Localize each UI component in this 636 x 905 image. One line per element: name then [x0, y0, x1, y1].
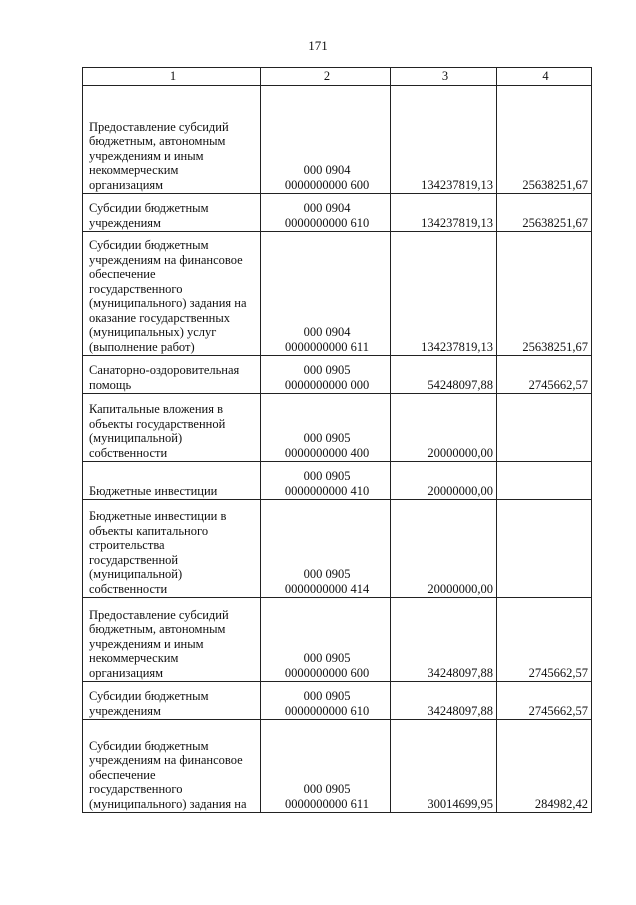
table-row: [83, 194, 592, 232]
table-row: [83, 500, 592, 598]
table-header-row: [83, 68, 592, 86]
row-name: Бюджетные инвестиции: [83, 462, 261, 500]
row-code: 000 0905 0000000000 410: [261, 462, 391, 500]
table-row: [83, 598, 592, 682]
row-value-2: 25638251,67: [497, 86, 592, 194]
column-header-3: 3: [391, 68, 497, 86]
row-value-2: 2745662,57: [497, 356, 592, 394]
row-value-1: 54248097,88: [391, 356, 497, 394]
row-code: 000 0904 0000000000 611: [261, 232, 391, 356]
row-code: 000 0905 0000000000 600: [261, 598, 391, 682]
row-code: 000 0904 0000000000 610: [261, 194, 391, 232]
row-code: 000 0905 0000000000 414: [261, 500, 391, 598]
row-value-2: [497, 500, 592, 598]
row-name: Субсидии бюджетным учреждениям на финансовое обеспечение государственного (муниципального) задания на оказание государственных (муниципальных) услуг (выполнение работ): [83, 232, 261, 356]
table-row: [83, 86, 592, 194]
row-name: Капитальные вложения в объекты государственной (муниципальной) собственности: [83, 394, 261, 462]
row-value-1: 20000000,00: [391, 462, 497, 500]
column-header-1: 1: [83, 68, 261, 86]
row-value-1: 20000000,00: [391, 500, 497, 598]
table-row: [83, 682, 592, 720]
row-value-1: 34248097,88: [391, 598, 497, 682]
row-name: Субсидии бюджетным учреждениям на финансовое обеспечение государственного (муниципального) задания на: [83, 720, 261, 813]
page-number: 171: [308, 38, 328, 53]
row-value-1: 30014699,95: [391, 720, 497, 813]
row-name: Предоставление субсидий бюджетным, автономным учреждениям и иным некоммерческим организациям: [83, 86, 261, 194]
table-row: [83, 394, 592, 462]
row-value-2: 2745662,57: [497, 598, 592, 682]
row-value-2: [497, 394, 592, 462]
table-row: [83, 720, 592, 813]
row-value-2: 25638251,67: [497, 232, 592, 356]
row-name: Субсидии бюджетным учреждениям: [83, 194, 261, 232]
row-value-1: 134237819,13: [391, 86, 497, 194]
table-row: [83, 356, 592, 394]
column-header-2: 2: [261, 68, 391, 86]
column-header-4: 4: [497, 68, 592, 86]
row-value-1: 34248097,88: [391, 682, 497, 720]
row-value-2: 2745662,57: [497, 682, 592, 720]
budget-table: [82, 67, 592, 813]
row-name: Предоставление субсидий бюджетным, автономным учреждениям и иным некоммерческим организациям: [83, 598, 261, 682]
row-value-2: 284982,42: [497, 720, 592, 813]
row-code: 000 0905 0000000000 000: [261, 356, 391, 394]
row-value-1: 20000000,00: [391, 394, 497, 462]
row-code: 000 0905 0000000000 610: [261, 682, 391, 720]
row-value-1: 134237819,13: [391, 194, 497, 232]
row-value-1: 134237819,13: [391, 232, 497, 356]
table-row: [83, 232, 592, 356]
row-code: 000 0904 0000000000 600: [261, 86, 391, 194]
row-code: 000 0905 0000000000 611: [261, 720, 391, 813]
row-name: Субсидии бюджетным учреждениям: [83, 682, 261, 720]
table-row: [83, 462, 592, 500]
row-value-2: 25638251,67: [497, 194, 592, 232]
row-value-2: [497, 462, 592, 500]
row-name: Бюджетные инвестиции в объекты капитального строительства государственной (муниципальной) собственности: [83, 500, 261, 598]
row-name: Санаторно-оздоровительная помощь: [83, 356, 261, 394]
row-code: 000 0905 0000000000 400: [261, 394, 391, 462]
